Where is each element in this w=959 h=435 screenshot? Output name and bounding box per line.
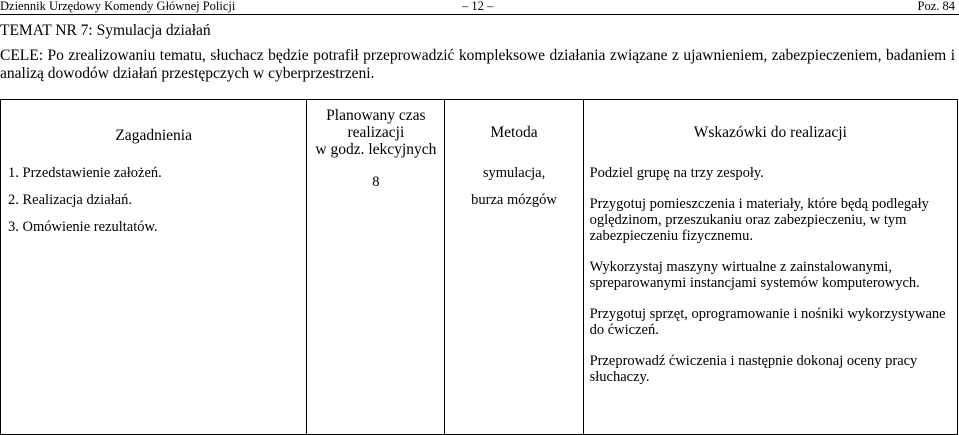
goals-text: Po zrealizowaniu tematu, słuchacz będzie potrafił przeprowadzić kompleksowe działania związane z ujawnieniem, zabezpieczeniem, badaniem i analizą dowodów działań przestępczych w cyberprzestrzeni. [0,47,955,82]
hint-item: Przygotuj pomieszczenia i materiały, które będą podlegały oględzinom, przeszukaniu oraz zabezpieczeniu, w tym zabezpieczeniu fizycznemu. [589,196,929,244]
list-item: 3. Omówienie rezultatów. [8,219,158,235]
table-header-row [1,100,958,165]
hint-item: Przeprowadź ćwiczenia i następnie dokonaj oceny pracy słuchaczy. [589,353,918,385]
goals-label: CELE: [0,47,44,64]
position-number: Poz. 84 [917,0,955,13]
method-item: burza mózgów [471,192,557,208]
header-time [307,100,445,165]
header-time-line2: realizacji [347,123,405,141]
header-time-line3: w godz. lekcyjnych [315,140,437,158]
hours-value: 8 [372,174,380,190]
header-topics: Zagadnienia [1,100,307,165]
topics-cell [1,164,307,435]
hours-cell [307,164,445,435]
topic-list [1,165,306,236]
header-divider [0,14,959,15]
plan-table [0,99,958,435]
method-item: symulacja, [482,165,546,181]
table-row [1,164,958,435]
hint-item: Wykorzystaj maszyny wirtualne z zainstalowanymi, spreparowanymi instancjami systemów komputerowych. [589,259,920,291]
hint-item: Przygotuj sprzęt, oprogramowanie i nośniki wykorzystywane do ćwiczeń. [589,306,946,338]
header-time-line1: Planowany czas [326,106,426,124]
list-item: 1. Przedstawienie założeń. [8,165,162,181]
running-header [0,0,959,14]
topic-title: TEMAT NR 7: Symulacja działań [0,22,211,39]
publication-title: Dziennik Urzędowy Komendy Głównej Policji [0,0,236,13]
hints-cell [583,164,957,435]
header-method: Metoda [445,100,583,165]
goals-paragraph [0,47,955,83]
header-hints: Wskazówki do realizacji [583,100,957,165]
page-number: – 12 – [462,0,494,13]
method-cell [445,164,583,435]
hint-item: Podziel grupę na trzy zespoły. [589,165,764,181]
list-item: 2. Realizacja działań. [8,192,132,208]
